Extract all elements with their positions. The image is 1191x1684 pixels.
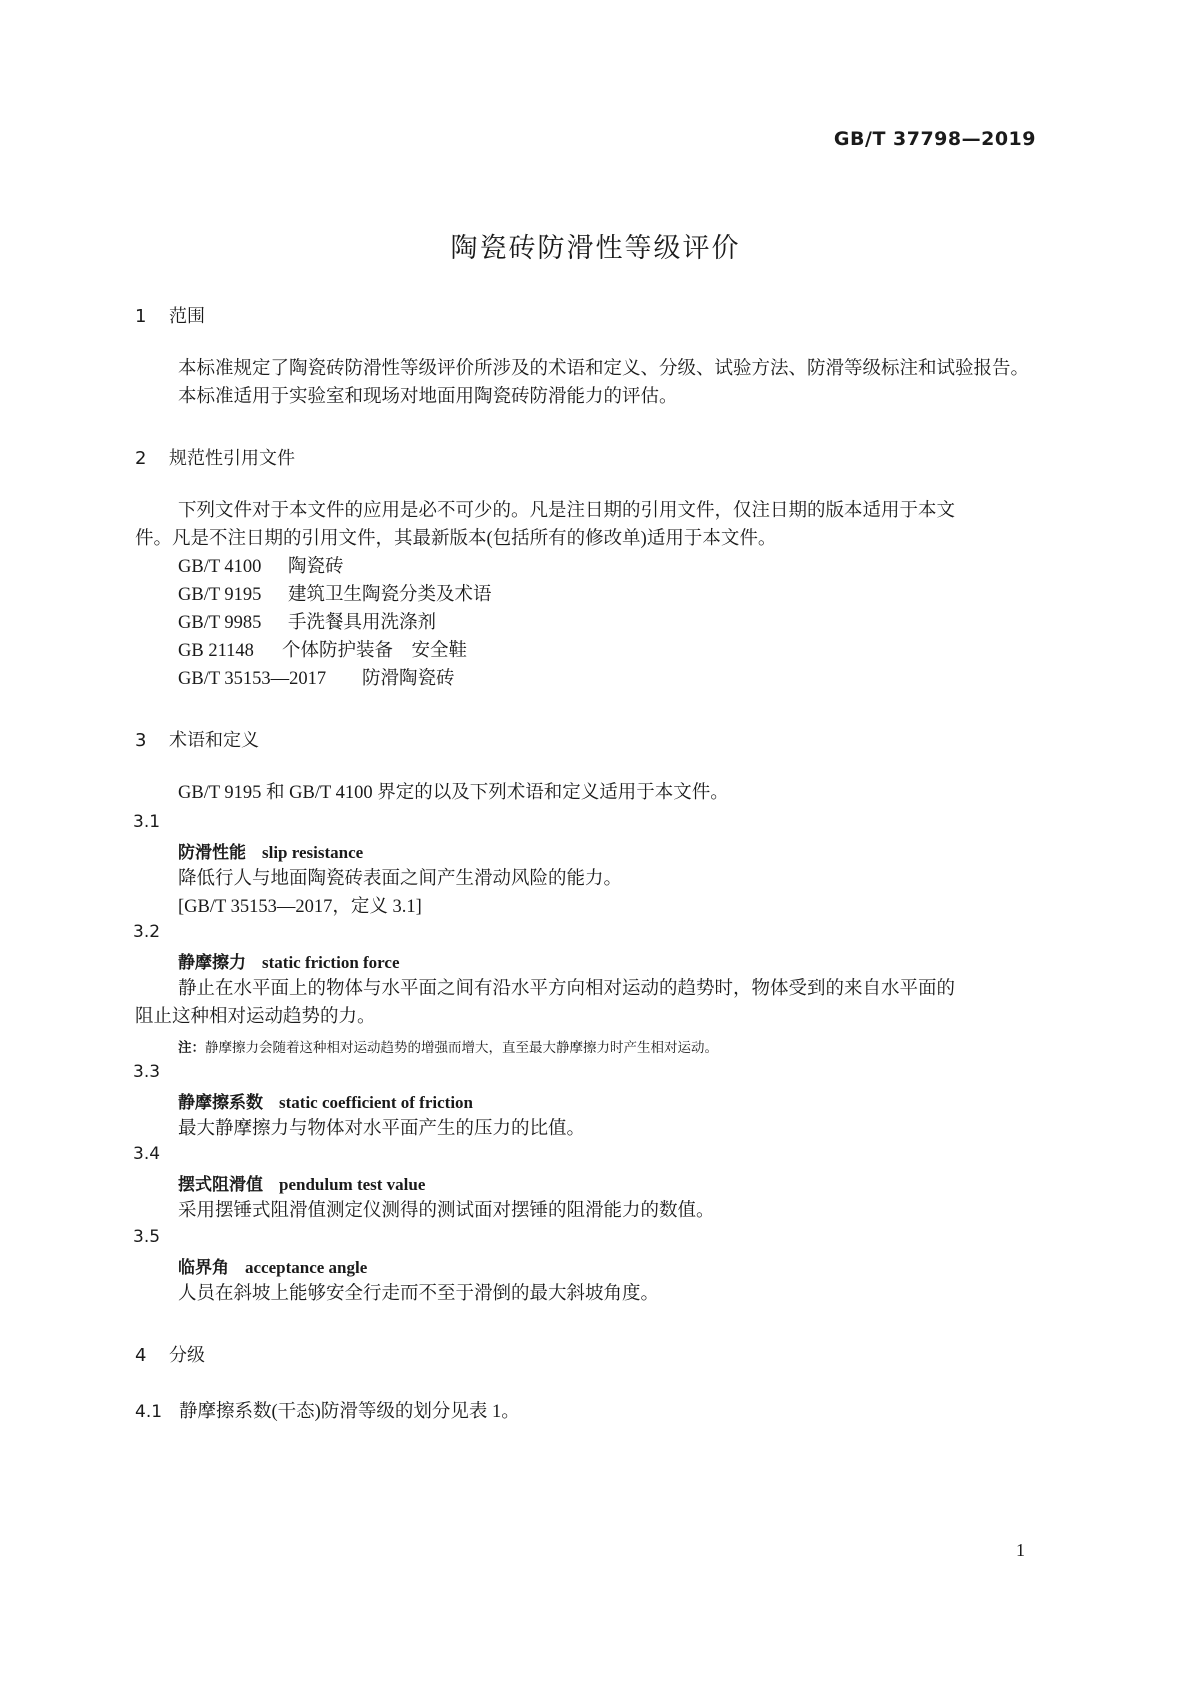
- term-heading: [178, 838, 363, 863]
- section-title: 分级: [169, 1345, 205, 1366]
- term-chinese: 临界角: [178, 1258, 229, 1278]
- section-2-paragraph-line-1: 下列文件对于本文件的应用是必不可少的。凡是注日期的引用文件，仅注日期的版本适用于本文: [178, 501, 956, 521]
- term-chinese: 静摩擦系数: [178, 1093, 263, 1113]
- term-chinese: 静摩擦力: [178, 953, 246, 973]
- term-english: static friction force: [262, 953, 400, 972]
- reference-title: 手洗餐具用洗涤剂: [288, 613, 437, 633]
- section-2-heading: [135, 444, 295, 470]
- document-title: 陶瓷砖防滑性等级评价: [450, 233, 741, 264]
- term-definition-line-2: 阻止这种相对运动趋势的力。: [135, 1007, 376, 1027]
- reference-title: 防滑陶瓷砖: [362, 669, 455, 689]
- reference-code: GB/T 4100: [178, 557, 262, 577]
- reference-code: GB/T 9985: [178, 613, 262, 633]
- term-heading: [178, 1170, 425, 1195]
- term-english: pendulum test value: [279, 1175, 426, 1194]
- term-number: 3.5: [133, 1227, 161, 1247]
- term-heading: [178, 1253, 367, 1278]
- reference-code: GB 21148: [178, 641, 254, 661]
- term-english: acceptance angle: [245, 1258, 368, 1277]
- section-1-paragraph-1: 本标准规定了陶瓷砖防滑性等级评价所涉及的术语和定义、分级、试验方法、防滑等级标注和试验报告。: [178, 359, 1030, 379]
- term-source: [GB/T 35153—2017，定义 3.1]: [178, 897, 422, 917]
- term-chinese: 摆式阻滑值: [178, 1175, 263, 1195]
- term-note: [178, 1036, 718, 1056]
- subsection-number: 4.1: [135, 1402, 163, 1422]
- section-2-paragraph-line-2: 件。凡是不注日期的引用文件，其最新版本(包括所有的修改单)适用于本文件。: [135, 529, 777, 549]
- term-heading: [178, 1088, 473, 1113]
- standard-code: GB/T 37798—2019: [833, 128, 1036, 150]
- subsection-text: 静摩擦系数(干态)防滑等级的划分见表 1。: [179, 1402, 520, 1422]
- term-english: static coefficient of friction: [279, 1093, 473, 1112]
- term-definition-line-1: 静止在水平面上的物体与水平面之间有沿水平方向相对运动的趋势时，物体受到的来自水平面的: [178, 979, 956, 999]
- section-title: 规范性引用文件: [169, 448, 295, 469]
- reference-item: [178, 664, 455, 695]
- term-definition: 最大静摩擦力与物体对水平面产生的压力的比值。: [178, 1119, 586, 1139]
- term-number: 3.1: [133, 812, 161, 832]
- reference-code: GB/T 35153—2017: [178, 669, 327, 689]
- section-number: 2: [135, 448, 147, 469]
- reference-item: [178, 608, 436, 639]
- note-label: 注：: [178, 1040, 205, 1056]
- term-definition: 降低行人与地面陶瓷砖表面之间产生滑动风险的能力。: [178, 869, 623, 889]
- term-english: slip resistance: [262, 843, 364, 862]
- reference-item: [178, 552, 344, 583]
- note-text: 静摩擦力会随着这种相对运动趋势的增强而增大，直至最大静摩擦力时产生相对运动。: [205, 1040, 718, 1056]
- term-chinese: 防滑性能: [178, 843, 246, 863]
- reference-title: 建筑卫生陶瓷分类及术语: [288, 585, 492, 605]
- reference-title: 个体防护装备 安全鞋: [282, 641, 468, 661]
- reference-title: 陶瓷砖: [288, 557, 344, 577]
- page-number: 1: [1016, 1540, 1025, 1560]
- term-number: 3.4: [133, 1144, 161, 1164]
- subsection-4-1: [135, 1397, 520, 1428]
- section-3-heading: [135, 726, 259, 752]
- term-heading: [178, 948, 400, 973]
- section-number: 1: [135, 306, 147, 327]
- section-title: 术语和定义: [169, 730, 259, 751]
- reference-item: [178, 580, 492, 611]
- section-4-heading: [135, 1341, 205, 1367]
- section-3-intro: GB/T 9195 和 GB/T 4100 界定的以及下列术语和定义适用于本文件。: [178, 783, 729, 803]
- section-1-paragraph-2: 本标准适用于实验室和现场对地面用陶瓷砖防滑能力的评估。: [178, 387, 678, 407]
- reference-code: GB/T 9195: [178, 585, 262, 605]
- term-definition: 人员在斜坡上能够安全行走而不至于滑倒的最大斜坡角度。: [178, 1284, 660, 1304]
- section-number: 3: [135, 730, 147, 751]
- section-1-heading: [135, 302, 205, 328]
- term-number: 3.2: [133, 922, 161, 942]
- section-title: 范围: [169, 306, 205, 327]
- term-definition: 采用摆锤式阻滑值测定仪测得的测试面对摆锤的阻滑能力的数值。: [178, 1201, 715, 1221]
- term-number: 3.3: [133, 1062, 161, 1082]
- reference-item: [178, 636, 467, 667]
- section-number: 4: [135, 1345, 147, 1366]
